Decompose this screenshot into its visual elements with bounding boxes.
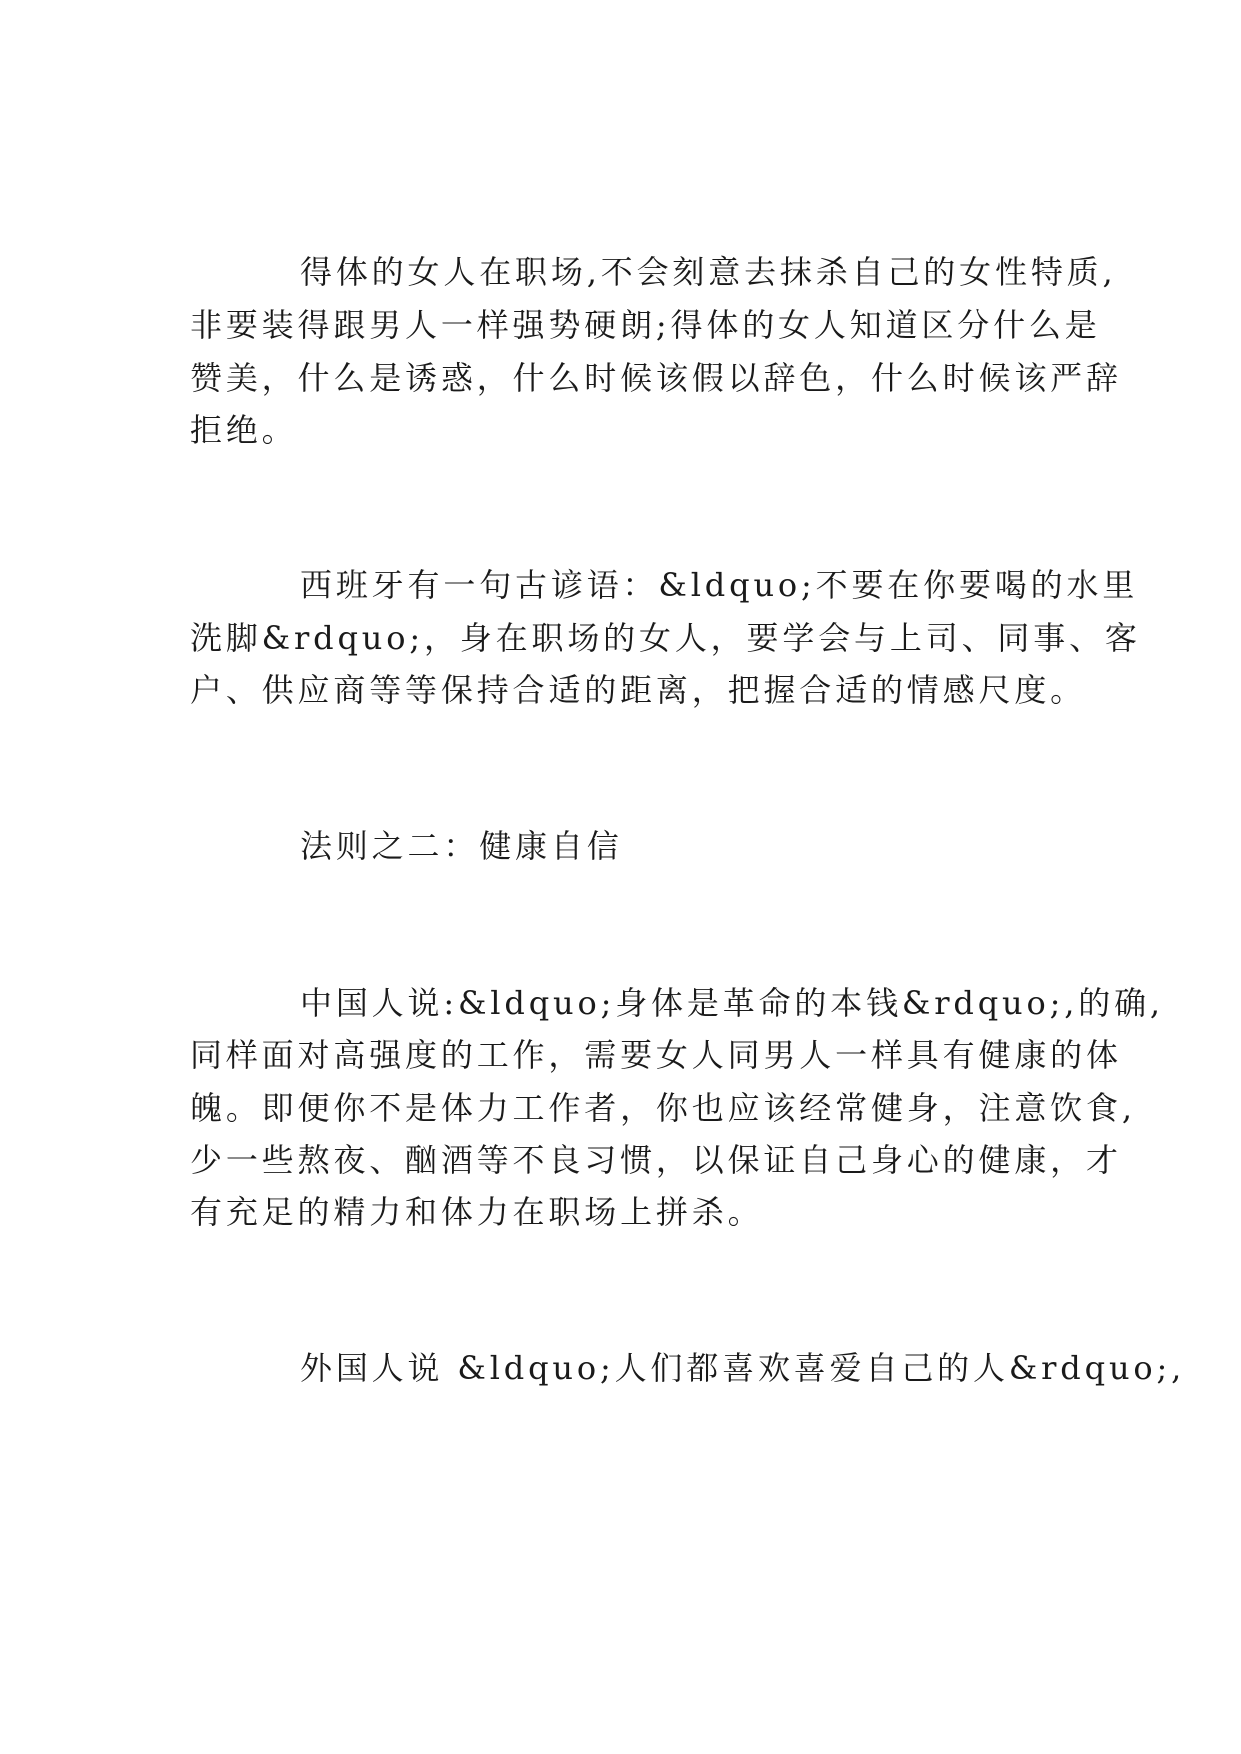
paragraph-2-line-1: 西班牙有一句古谚语：&ldquo;不要在你要喝的水里	[300, 566, 1139, 604]
paragraph-2-line-3: 户、供应商等等保持合适的距离，把握合适的情感尺度。	[190, 671, 1087, 709]
paragraph-4-line-1: 中国人说:&ldquo;身体是革命的本钱&rdquo;,的确,	[300, 984, 1164, 1022]
paragraph-2-line-2: 洗脚&rdquo;，身在职场的女人，要学会与上司、同事、客	[190, 619, 1141, 657]
paragraph-4-line-2: 同样面对高强度的工作，需要女人同男人一样具有健康的体	[190, 1036, 1122, 1074]
paragraph-5-line-1: 外国人说 &ldquo;人们都喜欢喜爱自己的人&rdquo;,	[300, 1349, 1186, 1387]
paragraph-1-line-4: 拒绝。	[190, 411, 298, 449]
paragraph-1-line-1: 得体的女人在职场,不会刻意去抹杀自己的女性特质,	[300, 253, 1117, 291]
paragraph-4-line-3: 魄。即便你不是体力工作者，你也应该经常健身，注意饮食,	[190, 1089, 1136, 1127]
paragraph-4-line-4: 少一些熬夜、酗酒等不良习惯，以保证自己身心的健康，才	[190, 1141, 1122, 1179]
paragraph-1-line-3: 赞美，什么是诱惑，什么时候该假以辞色，什么时候该严辞	[190, 359, 1122, 397]
paragraph-1-line-2: 非要装得跟男人一样强势硬朗;得体的女人知道区分什么是	[190, 306, 1101, 344]
paragraph-4-line-5: 有充足的精力和体力在职场上拼杀。	[190, 1193, 764, 1231]
section-heading: 法则之二：健康自信	[300, 827, 623, 865]
